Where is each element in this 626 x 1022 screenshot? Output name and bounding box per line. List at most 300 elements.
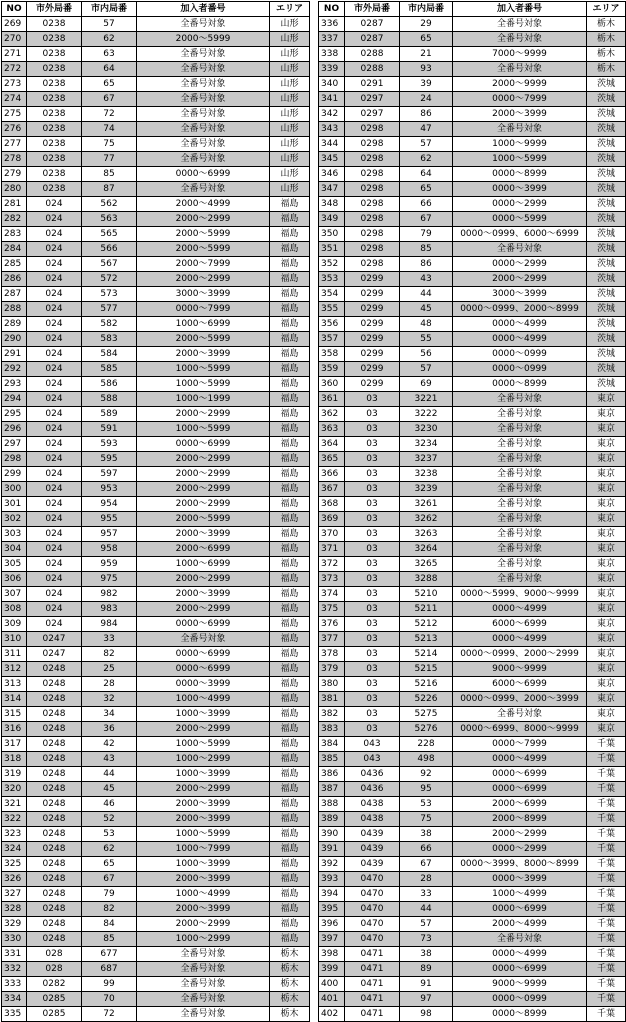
cell-outer-code: 03 xyxy=(345,662,400,677)
table-row xyxy=(2,107,310,122)
table-row xyxy=(2,257,310,272)
cell-outer-code: 0299 xyxy=(345,317,400,332)
cell-area: 東京 xyxy=(587,407,626,422)
table-row xyxy=(319,182,626,197)
cell-inner-code: 65 xyxy=(82,857,137,872)
table-row xyxy=(2,887,310,902)
cell-inner-code: 79 xyxy=(400,227,453,242)
cell-area: 福島 xyxy=(270,527,310,542)
cell-subscriber-range: 1000～1999 xyxy=(137,392,270,407)
cell-area: 千葉 xyxy=(587,797,626,812)
cell-no: 331 xyxy=(2,947,27,962)
cell-area: 福島 xyxy=(270,917,310,932)
cell-outer-code: 024 xyxy=(27,587,82,602)
table-row xyxy=(319,992,626,1007)
cell-inner-code: 38 xyxy=(400,827,453,842)
cell-subscriber-range: 2000～3999 xyxy=(453,107,587,122)
table-row xyxy=(319,782,626,797)
cell-area: 福島 xyxy=(270,437,310,452)
cell-area: 東京 xyxy=(587,662,626,677)
cell-no: 288 xyxy=(2,302,27,317)
cell-area: 福島 xyxy=(270,542,310,557)
table-row xyxy=(319,1007,626,1022)
cell-outer-code: 0298 xyxy=(345,137,400,152)
cell-inner-code: 572 xyxy=(82,272,137,287)
cell-inner-code: 44 xyxy=(400,902,453,917)
cell-subscriber-range: 0000～6999 xyxy=(137,167,270,182)
cell-inner-code: 92 xyxy=(400,767,453,782)
cell-inner-code: 44 xyxy=(400,287,453,302)
cell-subscriber-range: 2000～2999 xyxy=(137,452,270,467)
cell-area: 福島 xyxy=(270,392,310,407)
cell-outer-code: 0248 xyxy=(27,827,82,842)
table-row xyxy=(2,122,310,137)
cell-area: 栃木 xyxy=(270,947,310,962)
cell-area: 福島 xyxy=(270,767,310,782)
cell-inner-code: 3230 xyxy=(400,422,453,437)
header-no: NO xyxy=(2,2,27,17)
cell-subscriber-range: 全番号対象 xyxy=(137,1007,270,1022)
cell-area: 福島 xyxy=(270,452,310,467)
table-row xyxy=(2,212,310,227)
cell-subscriber-range: 2000～2999 xyxy=(137,602,270,617)
cell-inner-code: 5214 xyxy=(400,647,453,662)
cell-subscriber-range: 1000～3999 xyxy=(137,767,270,782)
cell-inner-code: 56 xyxy=(400,347,453,362)
cell-no: 402 xyxy=(319,1007,345,1022)
cell-no: 381 xyxy=(319,692,345,707)
cell-area: 福島 xyxy=(270,707,310,722)
cell-area: 茨城 xyxy=(587,257,626,272)
cell-subscriber-range: 2000～4999 xyxy=(453,917,587,932)
cell-inner-code: 93 xyxy=(400,62,453,77)
cell-subscriber-range: 2000～2999 xyxy=(137,272,270,287)
table-row xyxy=(319,317,626,332)
cell-no: 345 xyxy=(319,152,345,167)
cell-no: 315 xyxy=(2,707,27,722)
cell-area: 千葉 xyxy=(587,992,626,1007)
cell-outer-code: 0298 xyxy=(345,197,400,212)
cell-subscriber-range: 全番号対象 xyxy=(137,947,270,962)
cell-subscriber-range: 0000～6999 xyxy=(137,617,270,632)
cell-no: 283 xyxy=(2,227,27,242)
cell-outer-code: 0248 xyxy=(27,707,82,722)
cell-no: 341 xyxy=(319,92,345,107)
cell-no: 334 xyxy=(2,992,27,1007)
cell-inner-code: 52 xyxy=(82,812,137,827)
cell-no: 333 xyxy=(2,977,27,992)
table-row xyxy=(319,842,626,857)
cell-subscriber-range: 2000～2999 xyxy=(137,722,270,737)
cell-no: 346 xyxy=(319,167,345,182)
cell-no: 378 xyxy=(319,647,345,662)
cell-no: 314 xyxy=(2,692,27,707)
cell-inner-code: 3263 xyxy=(400,527,453,542)
cell-inner-code: 66 xyxy=(400,197,453,212)
cell-subscriber-range: 全番号対象 xyxy=(137,92,270,107)
cell-outer-code: 0248 xyxy=(27,932,82,947)
cell-inner-code: 593 xyxy=(82,437,137,452)
table-row xyxy=(319,932,626,947)
table-row xyxy=(319,422,626,437)
cell-no: 271 xyxy=(2,47,27,62)
table-row xyxy=(2,392,310,407)
table-row xyxy=(319,527,626,542)
cell-area: 栃木 xyxy=(270,1007,310,1022)
cell-area: 東京 xyxy=(587,392,626,407)
cell-subscriber-range: 2000～2999 xyxy=(137,407,270,422)
cell-area: 茨城 xyxy=(587,152,626,167)
cell-area: 福島 xyxy=(270,752,310,767)
cell-subscriber-range: 全番号対象 xyxy=(453,707,587,722)
cell-subscriber-range: 0000～4999 xyxy=(453,947,587,962)
cell-no: 400 xyxy=(319,977,345,992)
cell-no: 370 xyxy=(319,527,345,542)
cell-inner-code: 3288 xyxy=(400,572,453,587)
cell-area: 東京 xyxy=(587,677,626,692)
cell-outer-code: 024 xyxy=(27,602,82,617)
cell-area: 東京 xyxy=(587,542,626,557)
cell-subscriber-range: 0000～0999 xyxy=(453,992,587,1007)
cell-no: 280 xyxy=(2,182,27,197)
cell-outer-code: 028 xyxy=(27,947,82,962)
cell-subscriber-range: 全番号対象 xyxy=(453,467,587,482)
cell-outer-code: 0238 xyxy=(27,167,82,182)
cell-no: 372 xyxy=(319,557,345,572)
cell-outer-code: 0248 xyxy=(27,692,82,707)
table-row xyxy=(319,692,626,707)
table-row xyxy=(319,797,626,812)
cell-outer-code: 0298 xyxy=(345,242,400,257)
cell-subscriber-range: 0000～5999 xyxy=(453,212,587,227)
table-row xyxy=(319,512,626,527)
table-row xyxy=(2,407,310,422)
cell-no: 297 xyxy=(2,437,27,452)
cell-subscriber-range: 0000～6999 xyxy=(453,902,587,917)
table-row xyxy=(319,662,626,677)
cell-area: 千葉 xyxy=(587,932,626,947)
cell-inner-code: 687 xyxy=(82,962,137,977)
cell-outer-code: 024 xyxy=(27,572,82,587)
cell-outer-code: 03 xyxy=(345,557,400,572)
cell-outer-code: 0238 xyxy=(27,17,82,32)
cell-inner-code: 65 xyxy=(82,77,137,92)
cell-area: 東京 xyxy=(587,497,626,512)
table-row xyxy=(2,872,310,887)
cell-outer-code: 0299 xyxy=(345,347,400,362)
cell-subscriber-range: 全番号対象 xyxy=(453,422,587,437)
cell-subscriber-range: 1000～5999 xyxy=(137,422,270,437)
cell-outer-code: 0247 xyxy=(27,647,82,662)
cell-area: 茨城 xyxy=(587,122,626,137)
table-row xyxy=(2,62,310,77)
cell-no: 376 xyxy=(319,617,345,632)
cell-inner-code: 85 xyxy=(82,932,137,947)
cell-area: 山形 xyxy=(270,137,310,152)
cell-no: 279 xyxy=(2,167,27,182)
cell-area: 福島 xyxy=(270,722,310,737)
table-row xyxy=(2,722,310,737)
cell-inner-code: 3234 xyxy=(400,437,453,452)
cell-no: 377 xyxy=(319,632,345,647)
cell-outer-code: 0248 xyxy=(27,797,82,812)
table-row xyxy=(319,77,626,92)
cell-area: 福島 xyxy=(270,872,310,887)
cell-outer-code: 0297 xyxy=(345,107,400,122)
cell-area: 東京 xyxy=(587,722,626,737)
header-outer: 市外局番 xyxy=(27,2,82,17)
cell-no: 270 xyxy=(2,32,27,47)
cell-subscriber-range: 0000～4999 xyxy=(453,752,587,767)
table-row xyxy=(2,32,310,47)
cell-outer-code: 0298 xyxy=(345,212,400,227)
cell-subscriber-range: 9000～9999 xyxy=(453,977,587,992)
cell-inner-code: 74 xyxy=(82,122,137,137)
cell-subscriber-range: 2000～3999 xyxy=(137,902,270,917)
cell-outer-code: 0299 xyxy=(345,362,400,377)
table-row xyxy=(319,902,626,917)
cell-subscriber-range: 0000～3999 xyxy=(453,182,587,197)
table-row xyxy=(2,317,310,332)
cell-no: 272 xyxy=(2,62,27,77)
table-row xyxy=(2,902,310,917)
cell-subscriber-range: 0000～0999 xyxy=(453,362,587,377)
cell-subscriber-range: 2000～2999 xyxy=(137,467,270,482)
cell-subscriber-range: 0000～3999、8000～8999 xyxy=(453,857,587,872)
cell-no: 338 xyxy=(319,47,345,62)
cell-inner-code: 975 xyxy=(82,572,137,587)
cell-subscriber-range: 0000～7999 xyxy=(453,737,587,752)
cell-inner-code: 45 xyxy=(82,782,137,797)
cell-no: 389 xyxy=(319,812,345,827)
cell-outer-code: 024 xyxy=(27,467,82,482)
cell-outer-code: 03 xyxy=(345,572,400,587)
cell-subscriber-range: 0000～4999 xyxy=(453,632,587,647)
cell-inner-code: 573 xyxy=(82,287,137,302)
cell-area: 福島 xyxy=(270,197,310,212)
cell-inner-code: 65 xyxy=(400,32,453,47)
cell-inner-code: 85 xyxy=(400,242,453,257)
table-row xyxy=(2,917,310,932)
header-no: NO xyxy=(319,2,345,17)
cell-outer-code: 03 xyxy=(345,452,400,467)
cell-no: 282 xyxy=(2,212,27,227)
cell-inner-code: 5212 xyxy=(400,617,453,632)
cell-no: 299 xyxy=(2,467,27,482)
cell-area: 山形 xyxy=(270,32,310,47)
cell-inner-code: 597 xyxy=(82,467,137,482)
table-row xyxy=(319,122,626,137)
cell-area: 山形 xyxy=(270,92,310,107)
cell-area: 東京 xyxy=(587,437,626,452)
cell-inner-code: 586 xyxy=(82,377,137,392)
table-row xyxy=(2,992,310,1007)
cell-area: 福島 xyxy=(270,212,310,227)
cell-outer-code: 03 xyxy=(345,632,400,647)
table-row xyxy=(2,137,310,152)
cell-no: 366 xyxy=(319,467,345,482)
cell-area: 東京 xyxy=(587,512,626,527)
cell-outer-code: 0248 xyxy=(27,737,82,752)
cell-subscriber-range: 2000～3999 xyxy=(137,587,270,602)
cell-outer-code: 0299 xyxy=(345,302,400,317)
cell-no: 387 xyxy=(319,782,345,797)
cell-no: 330 xyxy=(2,932,27,947)
cell-subscriber-range: 2000～2999 xyxy=(137,782,270,797)
cell-subscriber-range: 2000～3999 xyxy=(137,797,270,812)
cell-inner-code: 67 xyxy=(82,92,137,107)
cell-no: 277 xyxy=(2,137,27,152)
cell-subscriber-range: 全番号対象 xyxy=(453,62,587,77)
cell-area: 福島 xyxy=(270,692,310,707)
cell-area: 福島 xyxy=(270,827,310,842)
cell-area: 東京 xyxy=(587,527,626,542)
cell-outer-code: 024 xyxy=(27,542,82,557)
cell-inner-code: 73 xyxy=(400,932,453,947)
table-row xyxy=(2,422,310,437)
cell-outer-code: 0470 xyxy=(345,932,400,947)
cell-no: 285 xyxy=(2,257,27,272)
cell-no: 291 xyxy=(2,347,27,362)
cell-outer-code: 0436 xyxy=(345,767,400,782)
cell-no: 374 xyxy=(319,587,345,602)
table-row xyxy=(319,587,626,602)
cell-inner-code: 91 xyxy=(400,977,453,992)
cell-area: 福島 xyxy=(270,572,310,587)
cell-inner-code: 86 xyxy=(400,257,453,272)
cell-area: 山形 xyxy=(270,62,310,77)
table-row xyxy=(319,737,626,752)
cell-area: 栃木 xyxy=(587,32,626,47)
cell-area: 茨城 xyxy=(587,137,626,152)
cell-no: 292 xyxy=(2,362,27,377)
table-row xyxy=(2,572,310,587)
cell-inner-code: 984 xyxy=(82,617,137,632)
table-row xyxy=(319,242,626,257)
cell-area: 千葉 xyxy=(587,842,626,857)
cell-outer-code: 0471 xyxy=(345,962,400,977)
cell-outer-code: 024 xyxy=(27,422,82,437)
table-row xyxy=(319,677,626,692)
cell-inner-code: 595 xyxy=(82,452,137,467)
cell-no: 342 xyxy=(319,107,345,122)
cell-outer-code: 0248 xyxy=(27,662,82,677)
cell-outer-code: 024 xyxy=(27,212,82,227)
cell-inner-code: 3222 xyxy=(400,407,453,422)
table-row xyxy=(319,197,626,212)
cell-no: 352 xyxy=(319,257,345,272)
cell-outer-code: 024 xyxy=(27,347,82,362)
cell-no: 321 xyxy=(2,797,27,812)
cell-area: 福島 xyxy=(270,902,310,917)
cell-area: 東京 xyxy=(587,707,626,722)
cell-outer-code: 03 xyxy=(345,677,400,692)
cell-area: 山形 xyxy=(270,167,310,182)
table-row xyxy=(319,482,626,497)
cell-subscriber-range: 2000～5999 xyxy=(137,332,270,347)
cell-outer-code: 024 xyxy=(27,377,82,392)
cell-outer-code: 024 xyxy=(27,407,82,422)
cell-no: 362 xyxy=(319,407,345,422)
cell-subscriber-range: 全番号対象 xyxy=(137,77,270,92)
cell-no: 275 xyxy=(2,107,27,122)
cell-inner-code: 24 xyxy=(400,92,453,107)
cell-no: 306 xyxy=(2,572,27,587)
cell-inner-code: 5210 xyxy=(400,587,453,602)
cell-subscriber-range: 0000～0999、2000～2999 xyxy=(453,647,587,662)
cell-area: 東京 xyxy=(587,557,626,572)
table-row xyxy=(2,197,310,212)
cell-inner-code: 3238 xyxy=(400,467,453,482)
cell-outer-code: 0299 xyxy=(345,287,400,302)
cell-no: 318 xyxy=(2,752,27,767)
cell-subscriber-range: 0000～4999 xyxy=(453,332,587,347)
cell-subscriber-range: 2000～5999 xyxy=(137,32,270,47)
table-row xyxy=(319,812,626,827)
cell-inner-code: 21 xyxy=(400,47,453,62)
table-row xyxy=(2,152,310,167)
cell-outer-code: 0238 xyxy=(27,122,82,137)
table-row xyxy=(319,632,626,647)
right-table xyxy=(318,1,626,1022)
cell-no: 309 xyxy=(2,617,27,632)
cell-outer-code: 03 xyxy=(345,497,400,512)
cell-inner-code: 44 xyxy=(82,767,137,782)
cell-no: 325 xyxy=(2,857,27,872)
table-row xyxy=(2,452,310,467)
cell-outer-code: 024 xyxy=(27,512,82,527)
cell-inner-code: 43 xyxy=(82,752,137,767)
cell-no: 391 xyxy=(319,842,345,857)
table-row xyxy=(2,647,310,662)
cell-area: 山形 xyxy=(270,152,310,167)
cell-inner-code: 82 xyxy=(82,647,137,662)
cell-outer-code: 03 xyxy=(345,407,400,422)
cell-subscriber-range: 1000～2999 xyxy=(137,752,270,767)
cell-outer-code: 0248 xyxy=(27,842,82,857)
cell-no: 304 xyxy=(2,542,27,557)
cell-area: 茨城 xyxy=(587,167,626,182)
cell-outer-code: 03 xyxy=(345,467,400,482)
cell-subscriber-range: 全番号対象 xyxy=(137,137,270,152)
cell-area: 栃木 xyxy=(270,977,310,992)
cell-area: 福島 xyxy=(270,227,310,242)
table-row xyxy=(2,512,310,527)
cell-subscriber-range: 2000～2999 xyxy=(137,917,270,932)
cell-outer-code: 0298 xyxy=(345,167,400,182)
cell-outer-code: 0238 xyxy=(27,62,82,77)
cell-no: 332 xyxy=(2,962,27,977)
cell-no: 287 xyxy=(2,287,27,302)
cell-subscriber-range: 全番号対象 xyxy=(137,62,270,77)
cell-subscriber-range: 0000～2999 xyxy=(453,842,587,857)
cell-area: 茨城 xyxy=(587,212,626,227)
cell-no: 343 xyxy=(319,122,345,137)
cell-inner-code: 34 xyxy=(82,707,137,722)
cell-no: 313 xyxy=(2,677,27,692)
cell-area: 千葉 xyxy=(587,812,626,827)
cell-area: 東京 xyxy=(587,602,626,617)
cell-area: 山形 xyxy=(270,47,310,62)
cell-inner-code: 66 xyxy=(400,842,453,857)
cell-outer-code: 0282 xyxy=(27,977,82,992)
cell-inner-code: 55 xyxy=(400,332,453,347)
cell-outer-code: 0238 xyxy=(27,77,82,92)
cell-subscriber-range: 0000～4999 xyxy=(453,602,587,617)
cell-area: 茨城 xyxy=(587,227,626,242)
cell-subscriber-range: 1000～6999 xyxy=(137,557,270,572)
cell-inner-code: 566 xyxy=(82,242,137,257)
